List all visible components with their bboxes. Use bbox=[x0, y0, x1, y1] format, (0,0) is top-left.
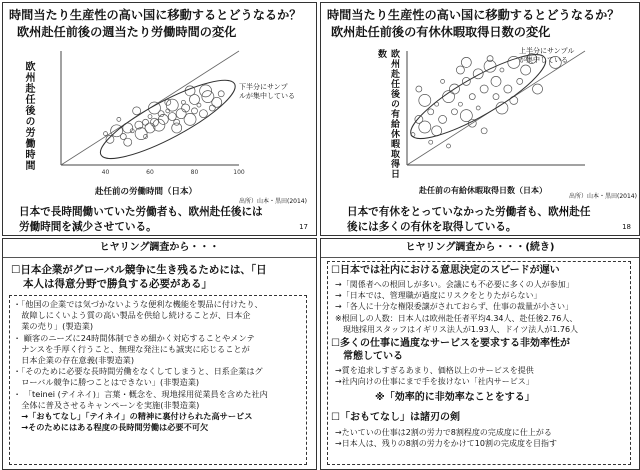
list-item: ・ 顧客のニーズに24時間体制できめ細かく対応することやメンテ bbox=[13, 332, 255, 343]
list-item: →日本人は、残りの8割の労力をかけて10割の完成度を目指す bbox=[335, 439, 557, 449]
data-point bbox=[491, 76, 501, 86]
slide4-section2-note: ※「効率的に非効率なことをする」 bbox=[375, 392, 535, 403]
x-tick-label: 100 bbox=[233, 169, 245, 176]
data-point bbox=[493, 94, 499, 100]
slide1-ylabel: 欧州赴任後の労働時間 bbox=[23, 61, 34, 171]
data-point bbox=[218, 91, 224, 97]
annotation-line: ルが集中している bbox=[239, 92, 295, 100]
data-point bbox=[181, 100, 185, 104]
data-point bbox=[192, 108, 198, 114]
data-point bbox=[500, 68, 504, 72]
x-tick-label: 60 bbox=[146, 169, 154, 176]
data-point bbox=[165, 99, 171, 105]
slide-working-hours bbox=[2, 2, 317, 236]
annotation-line: が集中している bbox=[519, 56, 568, 64]
slide1-source: 出所）山本・黒田(2014) bbox=[239, 198, 307, 205]
data-point bbox=[451, 109, 457, 115]
caption-line: 後には多くの有休を取得している。 bbox=[347, 221, 517, 233]
list-item: ・「他国の企業では気づかないような便利な機能を製品に付けたり、 bbox=[13, 299, 263, 309]
slide-hearing-survey-2 bbox=[320, 238, 640, 470]
data-point bbox=[184, 113, 196, 125]
data-point bbox=[172, 123, 182, 133]
list-item: →「おもてなし」「テイネイ」の精神に裏付けられた高サービス bbox=[13, 411, 253, 422]
data-point bbox=[480, 85, 488, 93]
data-point bbox=[458, 102, 462, 106]
caption-line: 日本で長時間働いていた労働者も、欧州赴任後には bbox=[19, 206, 263, 218]
slide1-page-number: 17 bbox=[299, 223, 308, 231]
list-item: 全体に普及させるキャンペーンを実施(非製造業) bbox=[13, 399, 200, 410]
data-point bbox=[419, 94, 431, 106]
slide1-xlabel: 赴任前の労働時間（日本） bbox=[95, 187, 198, 197]
data-point bbox=[456, 66, 464, 74]
slide2-annotation bbox=[519, 47, 574, 65]
data-point bbox=[199, 110, 207, 118]
slide3-header: ヒヤリング調査から・・・ bbox=[3, 239, 316, 258]
annotation-line: 下半分にサンプ bbox=[239, 83, 288, 91]
list-item: →たいていの仕事は2割の労力で8割程度の完成度に仕上がる bbox=[335, 428, 552, 437]
data-point bbox=[461, 57, 471, 67]
section-title-text: 多くの仕事に過度なサービスを要求する非効率性が bbox=[339, 338, 570, 349]
slide2-xlabel: 赴任前の有給休暇取得日数（日本） bbox=[419, 186, 547, 195]
slide2-title: 時間当たり生産性の高い国に移動するとどうなるか？ bbox=[327, 8, 620, 22]
data-point bbox=[416, 86, 422, 92]
checkbox-icon: ☐ bbox=[11, 264, 21, 276]
data-point bbox=[174, 119, 180, 125]
list-item: 現地採用スタッフはイギリス法人が1.93人、ドイツ法人が1.76人 bbox=[335, 324, 579, 334]
data-point bbox=[429, 140, 433, 144]
data-point bbox=[197, 103, 201, 107]
list-item: 日本企業の存在意義(非製造業) bbox=[13, 355, 135, 366]
slide3-items bbox=[13, 299, 268, 433]
data-point bbox=[481, 128, 487, 134]
caption-line: 労働時間を減少させている。 bbox=[19, 221, 157, 233]
data-point bbox=[212, 97, 222, 107]
list-item: ※根回しの人数：日本人は欧州赴任者平均4.34人、赴任後2.76人、 bbox=[335, 313, 578, 323]
slide1-scatter-chart bbox=[47, 47, 247, 177]
annotation-line: 上半分にサンプル bbox=[519, 47, 575, 55]
data-point bbox=[104, 132, 108, 136]
list-item: ローバル競争に勝つことはできない」(非製造業) bbox=[13, 377, 200, 388]
section-title-text: 日本では社内における意思決定のスピードが遅い bbox=[339, 265, 560, 276]
data-point bbox=[124, 138, 132, 146]
list-item: →質を追求しすぎるあまり、価格以上のサービスを提供 bbox=[335, 366, 534, 375]
slide4-section3-items bbox=[335, 427, 557, 449]
slide4-section1-title bbox=[331, 264, 560, 277]
box-title-line bbox=[11, 263, 267, 277]
list-item: →そのためにはある程度の長時間労働は必要不可欠 bbox=[13, 422, 209, 433]
data-point bbox=[521, 65, 531, 75]
box-title-text: 日本企業がグローバル競争に生き残るためには、「日 bbox=[20, 264, 267, 276]
data-point bbox=[428, 109, 434, 115]
data-point bbox=[117, 117, 121, 121]
data-point bbox=[533, 84, 543, 94]
list-item: 業の売り」(製造業) bbox=[13, 321, 94, 332]
data-point bbox=[441, 79, 445, 83]
data-point bbox=[487, 56, 493, 62]
slide1-subtitle: 欧州赴任前後の週当たり労働時間の変化 bbox=[17, 25, 237, 39]
list-item: ナンスを手厚く行うこと、無理な発注にも誠実に応じることが bbox=[13, 343, 250, 354]
box-title-line: 本人は得意分野で勝負する必要がある」 bbox=[23, 278, 212, 290]
data-point bbox=[476, 106, 480, 110]
data-point bbox=[133, 107, 141, 115]
list-item: ・「そのために必要な長時間労働をなくしてしまうと、日系企業はグ bbox=[13, 366, 263, 377]
highlight-ellipse bbox=[92, 68, 243, 172]
slide4-section2-title bbox=[331, 337, 570, 363]
slide4-section3-title bbox=[331, 411, 460, 424]
list-item: ・ 「teinei (テイネイ)」言葉・概念を、現地採用従業員を含めた社内 bbox=[13, 388, 268, 399]
list-item: 故障しにくいよう質の高い製品を供給し続けることが、日本企 bbox=[13, 310, 251, 321]
section-title-text: 常態している bbox=[343, 351, 403, 362]
list-item: →社内向けの仕事にまで手を抜けない「社内サービス」 bbox=[335, 377, 534, 387]
slide-paid-leave bbox=[320, 2, 640, 236]
slide2-caption bbox=[347, 205, 590, 235]
data-point bbox=[439, 115, 447, 123]
data-point bbox=[419, 121, 431, 133]
slide2-page-number: 18 bbox=[622, 223, 631, 231]
data-point bbox=[469, 94, 475, 100]
slide3-box-title bbox=[11, 263, 267, 291]
data-point bbox=[517, 78, 523, 84]
checkbox-icon: ☐ bbox=[331, 412, 340, 423]
slide2-scatter-chart bbox=[393, 47, 593, 177]
list-item: →「各人に十分な権限委譲がされておらず、仕事の裁量が小さい」 bbox=[335, 302, 574, 312]
caption-line: 日本で有休をとっていなかった労働者も、欧州赴任 bbox=[347, 206, 591, 218]
slide1-annotation bbox=[239, 83, 295, 101]
x-tick-label: 80 bbox=[190, 169, 199, 176]
slide-hearing-survey-1 bbox=[2, 238, 317, 470]
slide1-title: 時間当たり生産性の高い国に移動するとどうなるか？ bbox=[9, 8, 302, 22]
slide1-caption bbox=[19, 205, 263, 235]
data-point bbox=[143, 119, 149, 125]
data-point bbox=[504, 85, 512, 93]
slide2-ylabel: 欧州赴任後の有給休暇取得日数 bbox=[376, 49, 399, 179]
slide4-section2-items bbox=[335, 365, 534, 387]
checkbox-icon: ☐ bbox=[331, 338, 340, 349]
checkbox-icon: ☐ bbox=[331, 265, 340, 276]
slide2-subtitle: 欧州赴任前後の有休休暇取得日数の変化 bbox=[331, 25, 551, 39]
slide4-section1-items bbox=[335, 279, 578, 335]
data-point bbox=[209, 105, 215, 111]
section-title-text: 「おもてなし」は諸刃の剣 bbox=[339, 412, 460, 423]
data-point bbox=[510, 96, 518, 104]
list-item: →「日本では、管理職が過度にリスクをとりたがらない」 bbox=[335, 291, 542, 301]
slide4-header: ヒヤリング調査から・・・(続き) bbox=[321, 239, 639, 258]
list-item: →「関係者への根回しが多い。会議にも不必要に多くの人が参加」 bbox=[335, 280, 574, 289]
slide2-source: 出所）山本・黒田(2014) bbox=[569, 193, 637, 200]
data-point bbox=[148, 115, 152, 119]
data-point bbox=[447, 144, 451, 148]
x-tick-label: 40 bbox=[101, 169, 110, 176]
